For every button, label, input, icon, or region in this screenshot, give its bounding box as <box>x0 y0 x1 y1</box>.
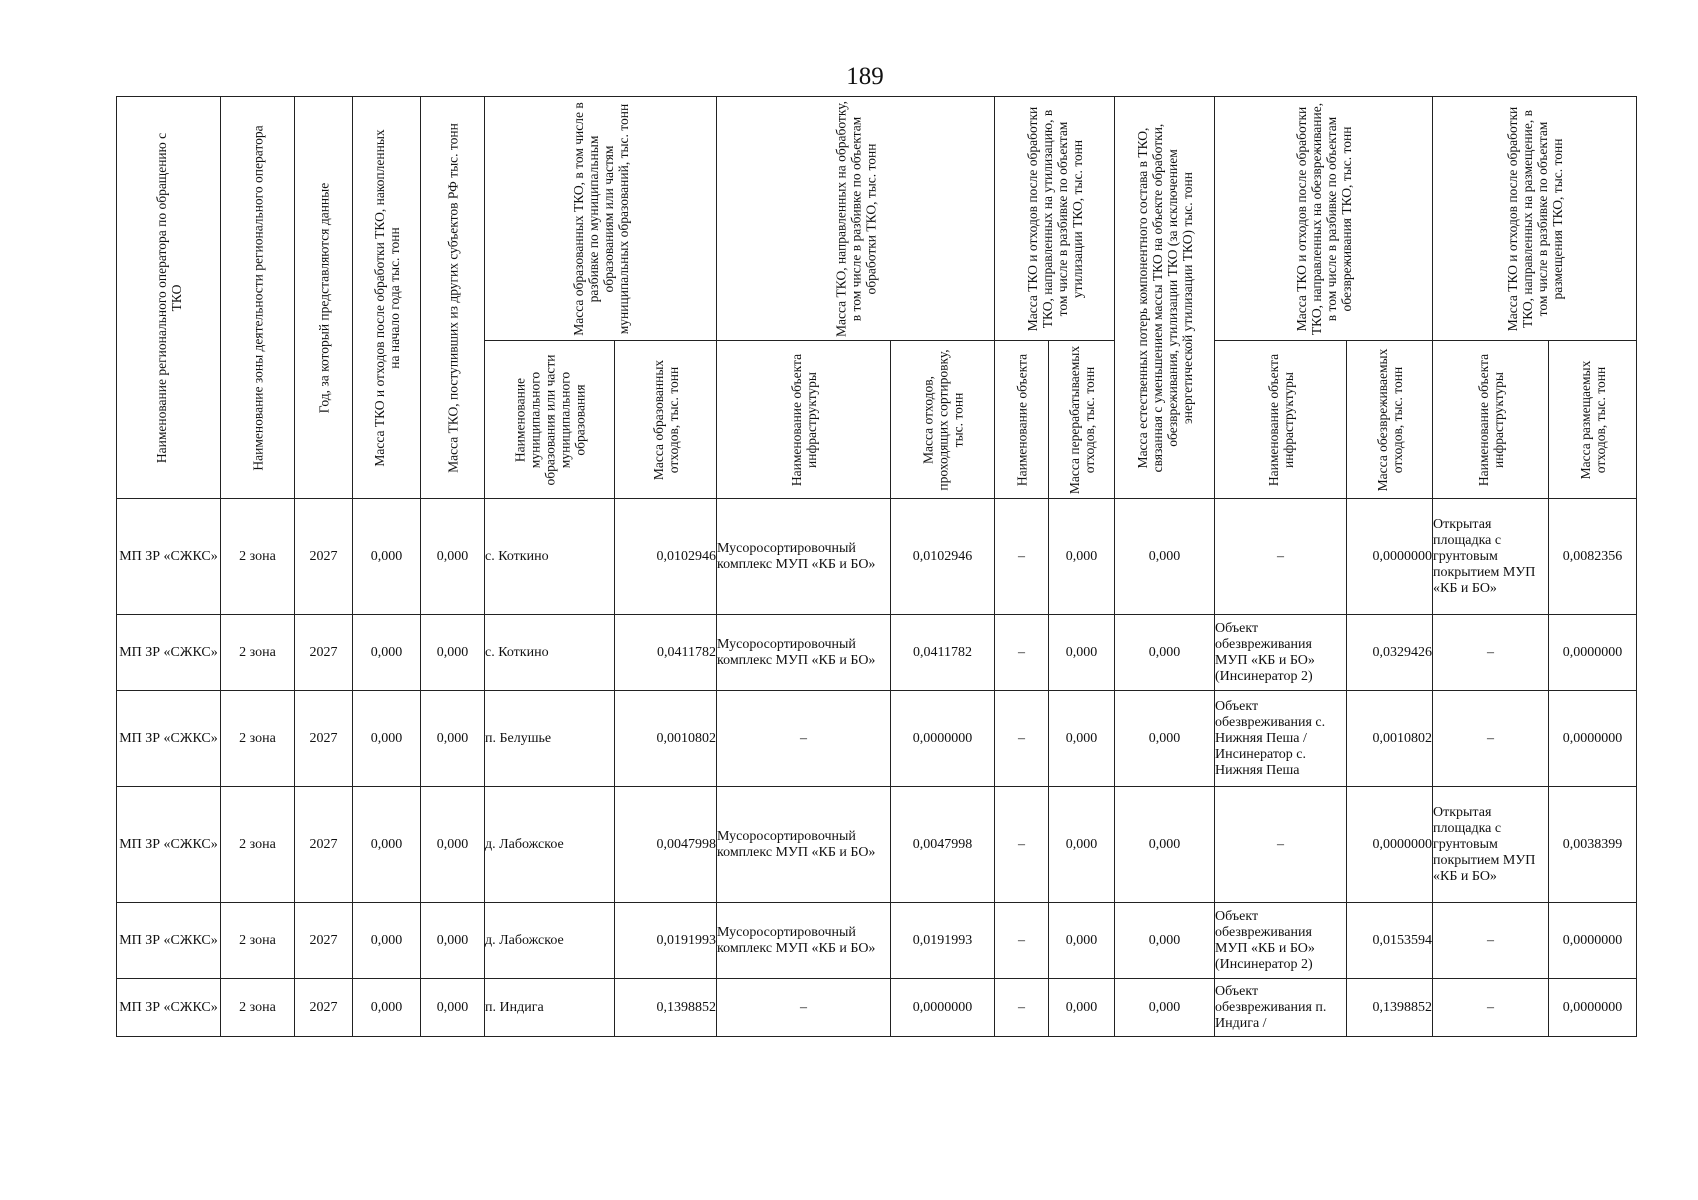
cell-municipality: п. Индига <box>485 979 615 1037</box>
cell-place-mass: 0,0038399 <box>1549 787 1637 903</box>
cell-zone: 2 зона <box>221 903 295 979</box>
cell-operator: МП ЗР «СЖКС» <box>117 691 221 787</box>
header-neutralization-group: Масса ТКО и отходов после обработки ТКО, направленных на обезвреживание, в том числе в разбивке по объектам обезвреживания ТКО, тыс. тонн <box>1215 97 1433 341</box>
header-generated-group: Масса образованных ТКО, в том числе в разбивке по муниципальным образованиям или частям муниципальных образований, тыс. тонн <box>485 97 717 341</box>
cell-proc-object: Мусоросортировочный комплекс МУП «КБ и БО» <box>717 903 891 979</box>
cell-neut-object: – <box>1215 499 1347 615</box>
cell-util-mass: 0,000 <box>1049 499 1115 615</box>
cell-util-mass: 0,000 <box>1049 615 1115 691</box>
cell-proc-object: Мусоросортировочный комплекс МУП «КБ и БО» <box>717 499 891 615</box>
table-row <box>117 499 1637 615</box>
cell-proc-object: – <box>717 979 891 1037</box>
header-gen-mass: Масса образованных отходов, тыс. тонн <box>615 341 717 499</box>
cell-year: 2027 <box>295 979 353 1037</box>
cell-accumulated: 0,000 <box>353 903 421 979</box>
cell-proc-mass: 0,0000000 <box>891 979 995 1037</box>
cell-proc-mass: 0,0000000 <box>891 691 995 787</box>
cell-proc-mass: 0,0191993 <box>891 903 995 979</box>
cell-losses: 0,000 <box>1115 903 1215 979</box>
cell-proc-mass: 0,0102946 <box>891 499 995 615</box>
cell-gen-mass: 0,0010802 <box>615 691 717 787</box>
cell-neut-mass: 0,0153594 <box>1347 903 1433 979</box>
cell-place-object: – <box>1433 615 1549 691</box>
cell-util-mass: 0,000 <box>1049 979 1115 1037</box>
header-place-name: Наименование объекта инфраструктуры <box>1433 341 1549 499</box>
table-row <box>117 691 1637 787</box>
cell-util-object: – <box>995 787 1049 903</box>
waste-data-table <box>116 96 1637 1037</box>
cell-zone: 2 зона <box>221 787 295 903</box>
cell-year: 2027 <box>295 691 353 787</box>
cell-gen-mass: 0,0411782 <box>615 615 717 691</box>
table-row <box>117 787 1637 903</box>
cell-util-object: – <box>995 499 1049 615</box>
header-accumulated: Масса ТКО и отходов после обработки ТКО, накопленных на начало года тыс. тонн <box>353 97 421 499</box>
cell-neut-mass: 0,0000000 <box>1347 787 1433 903</box>
header-operator: Наименование регионального оператора по обращению с ТКО <box>117 97 221 499</box>
cell-gen-mass: 0,0102946 <box>615 499 717 615</box>
cell-place-object: – <box>1433 691 1549 787</box>
cell-zone: 2 зона <box>221 979 295 1037</box>
cell-util-object: – <box>995 979 1049 1037</box>
cell-operator: МП ЗР «СЖКС» <box>117 787 221 903</box>
header-placement-group: Масса ТКО и отходов после обработки ТКО, направленных на размещение, в том числе в разбивке по объектам размещения ТКО, тыс. тонн <box>1433 97 1637 341</box>
cell-zone: 2 зона <box>221 615 295 691</box>
cell-gen-mass: 0,0047998 <box>615 787 717 903</box>
cell-accumulated: 0,000 <box>353 979 421 1037</box>
cell-gen-mass: 0,0191993 <box>615 903 717 979</box>
cell-neut-object: Объект обезвреживания МУП «КБ и БО» (Инсинератор 2) <box>1215 615 1347 691</box>
cell-losses: 0,000 <box>1115 787 1215 903</box>
cell-accumulated: 0,000 <box>353 615 421 691</box>
cell-year: 2027 <box>295 903 353 979</box>
cell-place-object: – <box>1433 903 1549 979</box>
cell-municipality: п. Белушье <box>485 691 615 787</box>
cell-year: 2027 <box>295 499 353 615</box>
cell-place-object: Открытая площадка с грунтовым покрытием МУП «КБ и БО» <box>1433 499 1549 615</box>
cell-zone: 2 зона <box>221 691 295 787</box>
cell-municipality: с. Коткино <box>485 615 615 691</box>
cell-neut-object: Объект обезвреживания с. Нижняя Пеша / Инсинератор с. Нижняя Пеша <box>1215 691 1347 787</box>
cell-neut-object: Объект обезвреживания п. Индига / <box>1215 979 1347 1037</box>
cell-accumulated: 0,000 <box>353 691 421 787</box>
cell-util-object: – <box>995 903 1049 979</box>
header-utilization-group: Масса ТКО и отходов после обработки ТКО, направленных на утилизацию, в том числе в разбивке по объектам утилизации ТКО, тыс. тонн <box>995 97 1115 341</box>
cell-util-object: – <box>995 691 1049 787</box>
header-proc-mass: Масса отходов, проходящих сортировку, тыс. тонн <box>891 341 995 499</box>
cell-neut-mass: 0,1398852 <box>1347 979 1433 1037</box>
cell-neut-object: – <box>1215 787 1347 903</box>
header-neut-name: Наименование объекта инфраструктуры <box>1215 341 1347 499</box>
cell-incoming: 0,000 <box>421 903 485 979</box>
page-number: 189 <box>846 63 884 90</box>
cell-util-mass: 0,000 <box>1049 787 1115 903</box>
cell-util-mass: 0,000 <box>1049 691 1115 787</box>
cell-place-object: – <box>1433 979 1549 1037</box>
cell-util-mass: 0,000 <box>1049 903 1115 979</box>
cell-proc-mass: 0,0411782 <box>891 615 995 691</box>
cell-municipality: с. Коткино <box>485 499 615 615</box>
cell-operator: МП ЗР «СЖКС» <box>117 903 221 979</box>
header-neut-mass: Масса обезвреживаемых отходов, тыс. тонн <box>1347 341 1433 499</box>
cell-year: 2027 <box>295 615 353 691</box>
cell-proc-mass: 0,0047998 <box>891 787 995 903</box>
cell-incoming: 0,000 <box>421 691 485 787</box>
table-row <box>117 615 1637 691</box>
cell-gen-mass: 0,1398852 <box>615 979 717 1037</box>
cell-place-mass: 0,0000000 <box>1549 903 1637 979</box>
table-row <box>117 979 1637 1037</box>
header-util-name: Наименование объекта <box>995 341 1049 499</box>
header-proc-name: Наименование объекта инфраструктуры <box>717 341 891 499</box>
cell-accumulated: 0,000 <box>353 499 421 615</box>
cell-losses: 0,000 <box>1115 979 1215 1037</box>
cell-zone: 2 зона <box>221 499 295 615</box>
cell-place-mass: 0,0000000 <box>1549 979 1637 1037</box>
cell-place-mass: 0,0000000 <box>1549 691 1637 787</box>
cell-proc-object: – <box>717 691 891 787</box>
cell-neut-object: Объект обезвреживания МУП «КБ и БО» (Инсинератор 2) <box>1215 903 1347 979</box>
cell-util-object: – <box>995 615 1049 691</box>
cell-neut-mass: 0,0010802 <box>1347 691 1433 787</box>
cell-proc-object: Мусоросортировочный комплекс МУП «КБ и БО» <box>717 787 891 903</box>
header-losses: Масса естественных потерь компонентного состава в ТКО, связанная с уменьшением массы ТКО на объекте обработки, обезвреживания, утилизации ТКО (за исключением энергетической утилизации ТКО) тыс. тонн <box>1115 97 1215 499</box>
cell-municipality: д. Лабожское <box>485 903 615 979</box>
header-gen-mo-name: Наименование муниципального образования или части муниципального образования <box>485 341 615 499</box>
header-place-mass: Масса размещаемых отходов, тыс. тонн <box>1549 341 1637 499</box>
header-util-mass: Масса перерабатываемых отходов, тыс. тонн <box>1049 341 1115 499</box>
cell-operator: МП ЗР «СЖКС» <box>117 499 221 615</box>
cell-proc-object: Мусоросортировочный комплекс МУП «КБ и БО» <box>717 615 891 691</box>
header-processing-group: Масса ТКО, направленных на обработку, в том числе в разбивке по объектам обработки ТКО, тыс. тонн <box>717 97 995 341</box>
cell-losses: 0,000 <box>1115 499 1215 615</box>
cell-neut-mass: 0,0000000 <box>1347 499 1433 615</box>
cell-place-mass: 0,0000000 <box>1549 615 1637 691</box>
cell-incoming: 0,000 <box>421 499 485 615</box>
table-row <box>117 903 1637 979</box>
cell-operator: МП ЗР «СЖКС» <box>117 615 221 691</box>
header-zone: Наименование зоны деятельности регионального оператора <box>221 97 295 499</box>
cell-losses: 0,000 <box>1115 691 1215 787</box>
cell-incoming: 0,000 <box>421 615 485 691</box>
header-incoming: Масса ТКО, поступивших из других субъектов РФ тыс. тонн <box>421 97 485 499</box>
cell-place-object: Открытая площадка с грунтовым покрытием МУП «КБ и БО» <box>1433 787 1549 903</box>
cell-year: 2027 <box>295 787 353 903</box>
header-year: Год, за который представляются данные <box>295 97 353 499</box>
cell-incoming: 0,000 <box>421 787 485 903</box>
cell-municipality: д. Лабожское <box>485 787 615 903</box>
cell-place-mass: 0,0082356 <box>1549 499 1637 615</box>
cell-incoming: 0,000 <box>421 979 485 1037</box>
cell-neut-mass: 0,0329426 <box>1347 615 1433 691</box>
cell-losses: 0,000 <box>1115 615 1215 691</box>
cell-accumulated: 0,000 <box>353 787 421 903</box>
cell-operator: МП ЗР «СЖКС» <box>117 979 221 1037</box>
